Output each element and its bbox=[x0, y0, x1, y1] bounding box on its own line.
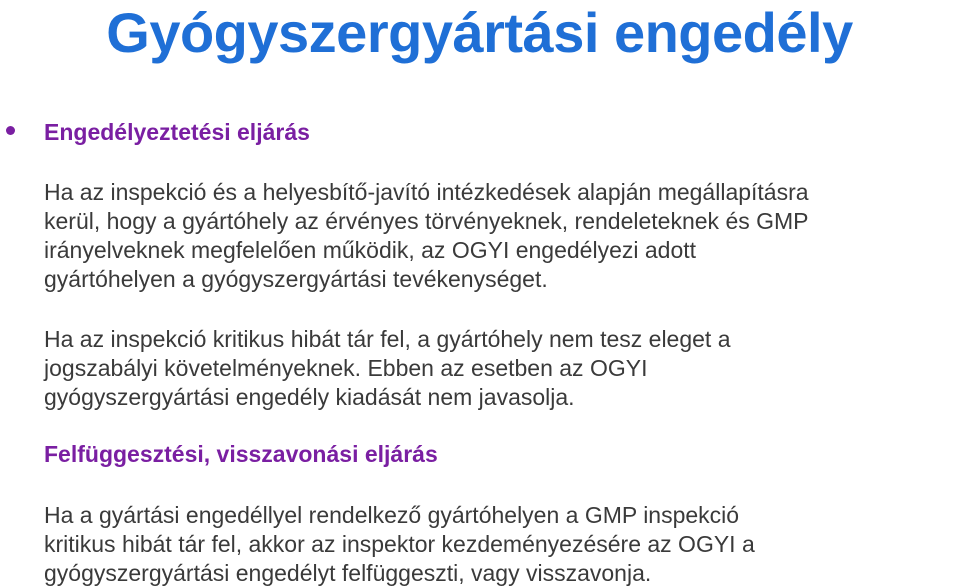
slide-title: Gyógyszergyártási engedély bbox=[106, 1, 853, 64]
section-heading-approval: Engedélyeztetési eljárás bbox=[44, 119, 310, 145]
paragraph-suspension bbox=[44, 501, 956, 588]
text-line: jogszabályi követelményeknek. Ebben az esetben az OGYI bbox=[44, 355, 648, 381]
text-line: Ha az inspekció és a helyesbítő-javító intézkedések alapján megállapításra bbox=[44, 179, 809, 205]
text-line: Ha az inspekció kritikus hibát tár fel, a gyártóhely nem tesz eleget a bbox=[44, 326, 731, 352]
bullet-icon bbox=[6, 126, 15, 135]
section-heading-suspension: Felfüggesztési, visszavonási eljárás bbox=[44, 441, 438, 467]
text-line: gyógyszergyártási engedélyt felfüggeszti, vagy visszavonja. bbox=[44, 560, 652, 586]
text-line: Ha a gyártási engedéllyel rendelkező gyártóhelyen a GMP inspekció bbox=[44, 502, 740, 528]
paragraph-approval-conditions bbox=[44, 178, 956, 294]
text-line: kritikus hibát tár fel, akkor az inspektor kezdeményezésére az OGYI a bbox=[44, 531, 755, 557]
text-line: kerül, hogy a gyártóhely az érvényes törvényeknek, rendeleteknek és GMP bbox=[44, 208, 809, 234]
text-line: irányelveknek megfelelően működik, az OGYI engedélyezi adott bbox=[44, 237, 697, 263]
text-line: gyártóhelyen a gyógyszergyártási tevékenységet. bbox=[44, 266, 548, 292]
text-line: gyógyszergyártási engedély kiadását nem javasolja. bbox=[44, 384, 575, 410]
paragraph-critical-error bbox=[44, 325, 956, 412]
